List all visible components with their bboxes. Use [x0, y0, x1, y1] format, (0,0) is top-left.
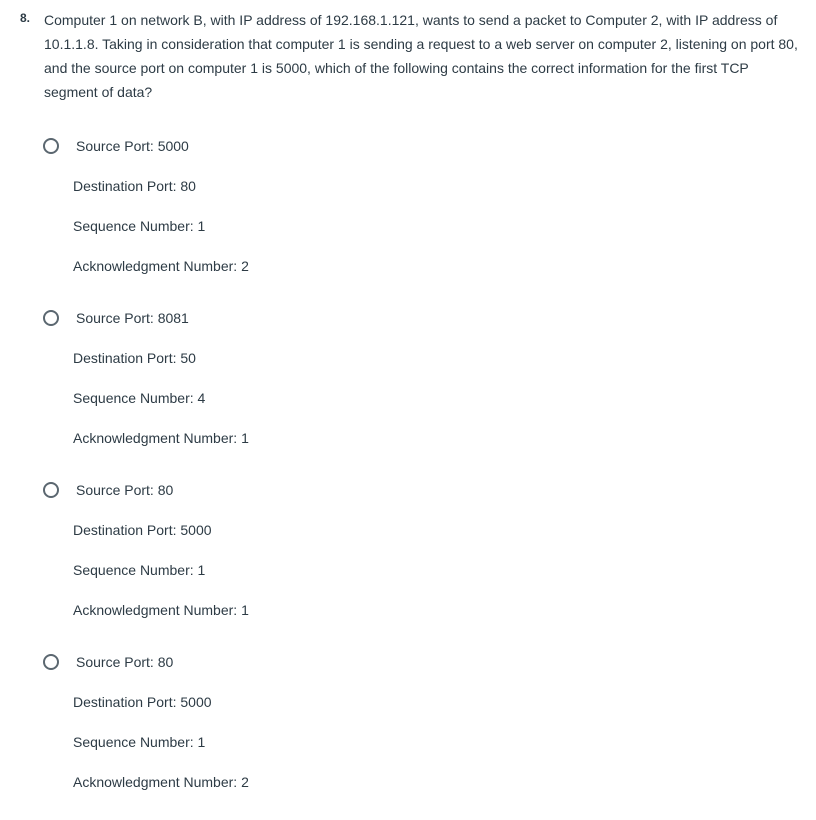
option-source-port: Source Port: 80 [76, 482, 174, 498]
option-destination-port: Destination Port: 50 [73, 350, 196, 366]
radio-button[interactable] [43, 482, 59, 498]
option-source-port: Source Port: 5000 [76, 138, 189, 154]
option-source-port: Source Port: 80 [76, 654, 174, 670]
radio-button[interactable] [43, 310, 59, 326]
radio-button[interactable] [43, 654, 59, 670]
radio-button[interactable] [43, 138, 59, 154]
option-destination-port: Destination Port: 5000 [73, 522, 212, 538]
option-source-port: Source Port: 8081 [76, 310, 189, 326]
question-text: Computer 1 on network B, with IP address of 192.168.1.121, wants to send a packet to Computer 2, with IP address of 10.1.1.8. Taking in consideration that computer 1 is sending a request to a web server on computer 2, listening on port 80, and the source port on computer 1 is 5000, which of the following contains the correct information for the first TCP segment of data? [44, 12, 798, 100]
option-sequence-number: Sequence Number: 1 [73, 734, 206, 750]
option-ack-number: Acknowledgment Number: 2 [73, 258, 249, 274]
question-number: 8. [20, 11, 31, 25]
option-ack-number: Acknowledgment Number: 2 [73, 774, 249, 790]
option-destination-port: Destination Port: 80 [73, 178, 196, 194]
option-sequence-number: Sequence Number: 1 [73, 562, 206, 578]
option-destination-port: Destination Port: 5000 [73, 694, 212, 710]
option-sequence-number: Sequence Number: 1 [73, 218, 206, 234]
option-ack-number: Acknowledgment Number: 1 [73, 602, 249, 618]
question-block [20, 8, 800, 104]
option-sequence-number: Sequence Number: 4 [73, 390, 206, 406]
option-ack-number: Acknowledgment Number: 1 [73, 430, 249, 446]
